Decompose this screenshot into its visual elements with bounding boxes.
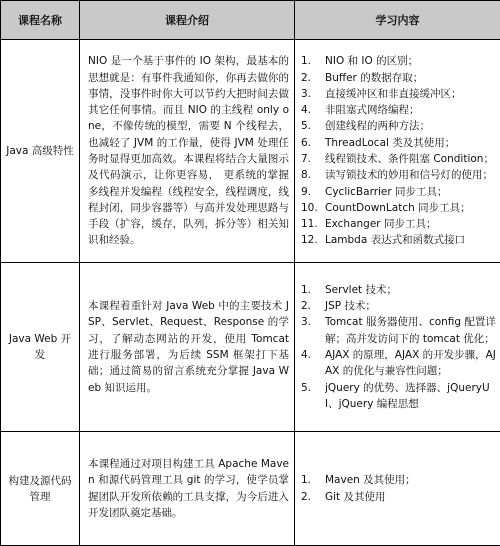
list-item: 4. 非阻塞式网络编程； — [301, 102, 496, 118]
list-item: 5. 创建线程的两种方法； — [301, 118, 496, 134]
course-row-java-advanced — [1, 40, 500, 263]
list-item: 1. Maven 及其使用； — [301, 472, 496, 488]
course-content — [295, 263, 500, 432]
learning-list — [301, 53, 496, 249]
list-item: 6. ThreadLocal 类及其使用； — [301, 135, 496, 151]
header-row — [1, 1, 500, 40]
list-item: 1. NIO 和 IO 的区别； — [301, 53, 496, 69]
course-row-build-scm — [1, 432, 500, 546]
header-course-intro: 课程介绍 — [80, 1, 295, 40]
course-name: Java 高级特性 — [1, 40, 80, 263]
list-item: 3. Tomcat 服务器使用、config 配置详解；高并发访问下的 tomcat 优化； — [301, 314, 496, 347]
list-item: 2. JSP 技术； — [301, 298, 496, 314]
list-item: 9. CyclicBarrier 同步工具； — [301, 184, 496, 200]
list-item: 2. Git 及其使用 — [301, 489, 496, 505]
list-item: 3. 直接缓冲区和非直接缓冲区； — [301, 86, 496, 102]
list-item: 11. Exchanger 同步工具； — [301, 216, 496, 232]
list-item: 5. jQuery 的优势、选择器、jQueryUI、jQuery 编程思想 — [301, 380, 496, 413]
course-content — [295, 432, 500, 546]
list-item: 2. Buffer 的数据存取； — [301, 70, 496, 86]
list-item: 4. AJAX 的原理，AJAX 的开发步骤，AJAX 的优化与兼容性问题； — [301, 347, 496, 380]
list-item: 1. Servlet 技术； — [301, 282, 496, 298]
course-name: 构建及源代码管理 — [1, 432, 80, 546]
course-intro: 本课程着重针对 Java Web 中的主要技术 JSP、Servlet、Request、Response 的学习，了解动态网站的开发，使用 Tomcat 进行服务部署，为后续 SSM 框架打下基础；通过简易的留言系统充分掌握 Java Web 知识运用。 — [80, 263, 295, 432]
course-row-java-web — [1, 263, 500, 432]
course-intro: NIO 是一个基于事件的 IO 架构，最基本的思想就是：有事件我通知你，你再去做你的事情，没事件时你大可以节约大把时间去做其它任何事情。而且 NIO 的主线程 only one，不像传统的模型，需要 N 个线程去，也减轻了 JVM 的工作量，使得 JVM 处理任务时显得更加高效。本课程将结合大量图示及代码演示，让你更容易， 更系统的掌握多线程并发编程（线程安全，线程调度，线程封闭，同步容器等）与高并发处理思路与手段（扩容，缓存，队列，拆分等）相关知识和经验。 — [80, 40, 295, 263]
header-course-name: 课程名称 — [1, 1, 80, 40]
course-intro: 本课程通过对项目构建工具 Apache Maven 和源代码管理工具 git 的学习，使学员掌握团队开发所依赖的工具支撑，为今后进入开发团队奠定基础。 — [80, 432, 295, 546]
course-content — [295, 40, 500, 263]
learning-list — [301, 472, 496, 505]
header-learning-content: 学习内容 — [295, 1, 500, 40]
learning-list — [301, 282, 496, 412]
list-item: 10. CountDownLatch 同步工具； — [301, 200, 496, 216]
list-item: 7. 线程锁技术、条件阻塞 Condition； — [301, 151, 496, 167]
list-item: 8. 读写锁技术的妙用和信号灯的使用； — [301, 167, 496, 183]
course-name: Java Web 开发 — [1, 263, 80, 432]
list-item: 12. Lambda 表达式和函数式接口 — [301, 232, 496, 248]
